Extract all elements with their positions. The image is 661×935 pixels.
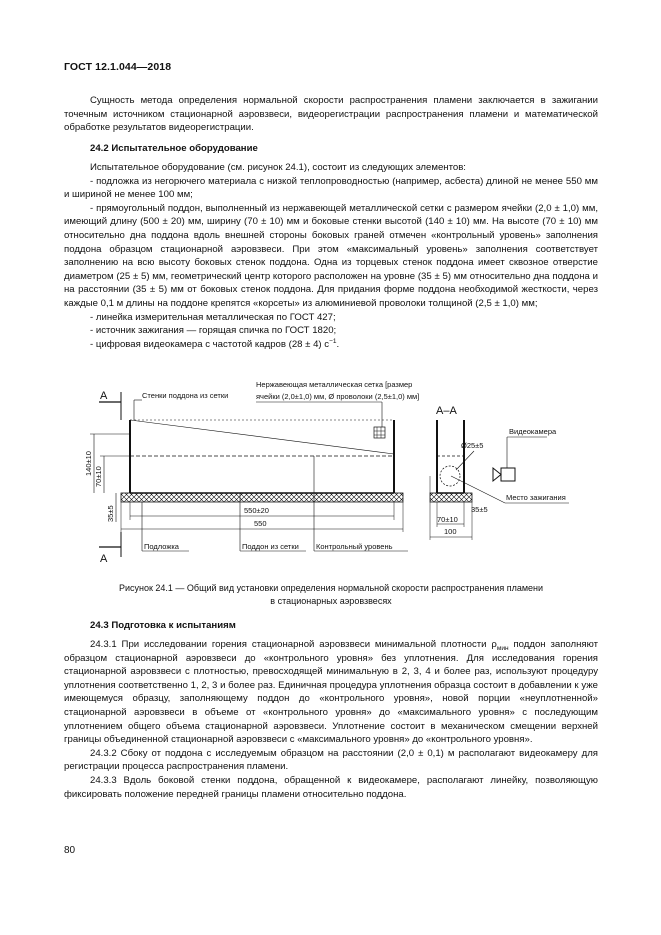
camera-unit-sup: −1 bbox=[329, 337, 337, 345]
section-label-top: A bbox=[100, 390, 108, 402]
dim-35-text: 35±5 bbox=[106, 505, 115, 522]
caption-line-1: Рисунок 24.1 — Общий вид установки определения нормальной скорости распространения пламени bbox=[118, 583, 544, 593]
section-title: А–А bbox=[436, 405, 457, 417]
para-24-3-2: 24.3.2 Сбоку от поддона с исследуемым образцом на расстоянии (2,0 ± 0,1) м располагают видеокамеру для регистрации процесса распространения пламени. bbox=[64, 747, 598, 773]
section-label-bottom: A bbox=[100, 553, 108, 565]
camera-text: - цифровая видеокамера с частотой кадров (28 ± 4) с bbox=[90, 338, 330, 350]
figure-caption bbox=[64, 582, 598, 607]
equipment-item-camera bbox=[64, 338, 598, 352]
dim-140-text: 140±10 bbox=[84, 451, 93, 476]
section-substrate bbox=[430, 493, 472, 502]
figure-24-1 bbox=[64, 372, 598, 612]
para-24-3-3: 24.3.3 Вдоль боковой стенки поддона, обращенной к видеокамере, располагают линейку, позволяющую фиксировать положение передней границы пламени относительно поддона. bbox=[64, 774, 598, 800]
videocamera-icon bbox=[493, 468, 515, 481]
label-hole: Ø25±5 bbox=[461, 441, 484, 450]
density-subscript: мин bbox=[496, 644, 509, 652]
tray-diagonal bbox=[130, 420, 394, 454]
label-mesh-line1: Нержавеющая металлическая сетка [размер bbox=[256, 380, 413, 389]
label-videocamera: Видеокамера bbox=[509, 427, 557, 436]
mesh-symbol bbox=[374, 427, 385, 438]
para-24-3-1 bbox=[64, 638, 598, 747]
dim-550-text: 550 bbox=[254, 519, 267, 528]
label-ignition: Место зажигания bbox=[506, 493, 566, 502]
label-substrate: Подложка bbox=[144, 542, 179, 551]
caption-line-2: в стационарных аэровзвесях bbox=[270, 595, 392, 606]
page-number: 80 bbox=[64, 845, 76, 856]
setup-diagram bbox=[64, 372, 598, 577]
label-control-level: Контрольный уровень bbox=[316, 542, 393, 551]
label-tray: Поддон из сетки bbox=[242, 542, 299, 551]
substrate-plate bbox=[121, 493, 403, 502]
equipment-lead: Испытательное оборудование (см. рисунок 24.1), состоит из следующих элементов: bbox=[90, 162, 466, 173]
para-24-3-1-a: 24.3.1 При исследовании горения стационарной аэровзвеси минимальной плотности ρ bbox=[90, 639, 497, 650]
label-tray-walls: Стенки поддона из сетки bbox=[142, 391, 229, 400]
dim-70-text: 70±10 bbox=[94, 466, 103, 487]
section-24-2-body bbox=[64, 161, 598, 351]
equipment-item-tray: - прямоугольный поддон, выполненный из нержавеющей металлической сетки с размером ячейки (2,0 ± 1,0) мм, имеющий длину (500 ± 20) мм, ширину (70 ± 10) мм и боковые стенки высотой (140 ± 10) мм. На высоте (70 ± 10) мм относительно дна поддона вдоль внешней стороны боковых граней отмечен «контрольный уровень» заполнения поддона образцом стационарной аэровзвеси. При этом «максимальный уровень» заполнения соответствует заполнению на всю высоту боковых стенок поддона. Одна из торцевых стенок поддона имеет сквозное отверстие диаметром (25 ± 5) мм, геометрический центр которого расположен на уровне (35 ± 5) мм относительно дна поддона и на расстоянии (35 ± 5) мм от боковых стенок поддона. Для придания форме поддона необходимой жесткости, через каждые 0,1 м длины на поддоне крепятся «корсеты» из алюминиевой проволоки толщиной (2,5 ± 1,0) мм; bbox=[64, 202, 598, 309]
section-dim-35-text: 35±5 bbox=[471, 505, 488, 514]
section-24-2-title: 24.2 Испытательное оборудование bbox=[90, 143, 258, 154]
equipment-item-substrate: - подложка из негорючего материала с низкой теплопроводностью (например, асбеста) длиной не менее 550 мм и шириной не менее 100 мм; bbox=[64, 175, 598, 201]
section-dim-70-text: 70±10 bbox=[437, 515, 458, 524]
dim-550-20-text: 550±20 bbox=[244, 506, 269, 515]
section-24-3-title: 24.3 Подготовка к испытаниям bbox=[90, 620, 236, 631]
equipment-item-ruler: - линейка измерительная металлическая по ГОСТ 427; bbox=[90, 311, 336, 323]
intro-paragraph: Сущность метода определения нормальной скорости распространения пламени заключается в зажигании точечным источником стационарной аэровзвеси, видеорегистрации распространения пламени и математической обработке результатов видеорегистрации. bbox=[64, 95, 598, 134]
equipment-item-ignition: - источник зажигания — горящая спичка по ГОСТ 1820; bbox=[90, 325, 337, 337]
section-dim-100-text: 100 bbox=[444, 527, 457, 536]
page-header: ГОСТ 12.1.044—2018 bbox=[64, 61, 172, 73]
label-mesh-line2: ячейки (2,0±1,0) мм, Ø проволоки (2,5±1,0) мм] bbox=[256, 392, 420, 401]
section-24-3-body bbox=[64, 638, 598, 801]
para-24-3-1-b: поддон заполняют образцом стационарной аэровзвеси до «контрольного уровня» без уплотнения. Для исследования горения стационарной аэровзвеси с плотностью, превосходящей минимальную в 2, 3, 4 и более раз, используют процедуру уплотнения соответственно 1, 2, 3 и более раз. Единичная процедура уплотнения образца состоит в добавлении к уже имеющемуся образцу, заполняющему поддон до «контрольного уровня», новой порции «неуплотненной» стационарной аэровзвеси в объеме от «контрольного уровня» до «максимального уровня» с последующим уплотнением общего объема стационарной аэровзвеси. Уплотнение состоит в механическом смещении верхней границы объединенной стационарной аэровзвеси с «максимального уровня» до «контрольного уровня». bbox=[64, 639, 598, 746]
camera-text-end: . bbox=[336, 338, 340, 350]
